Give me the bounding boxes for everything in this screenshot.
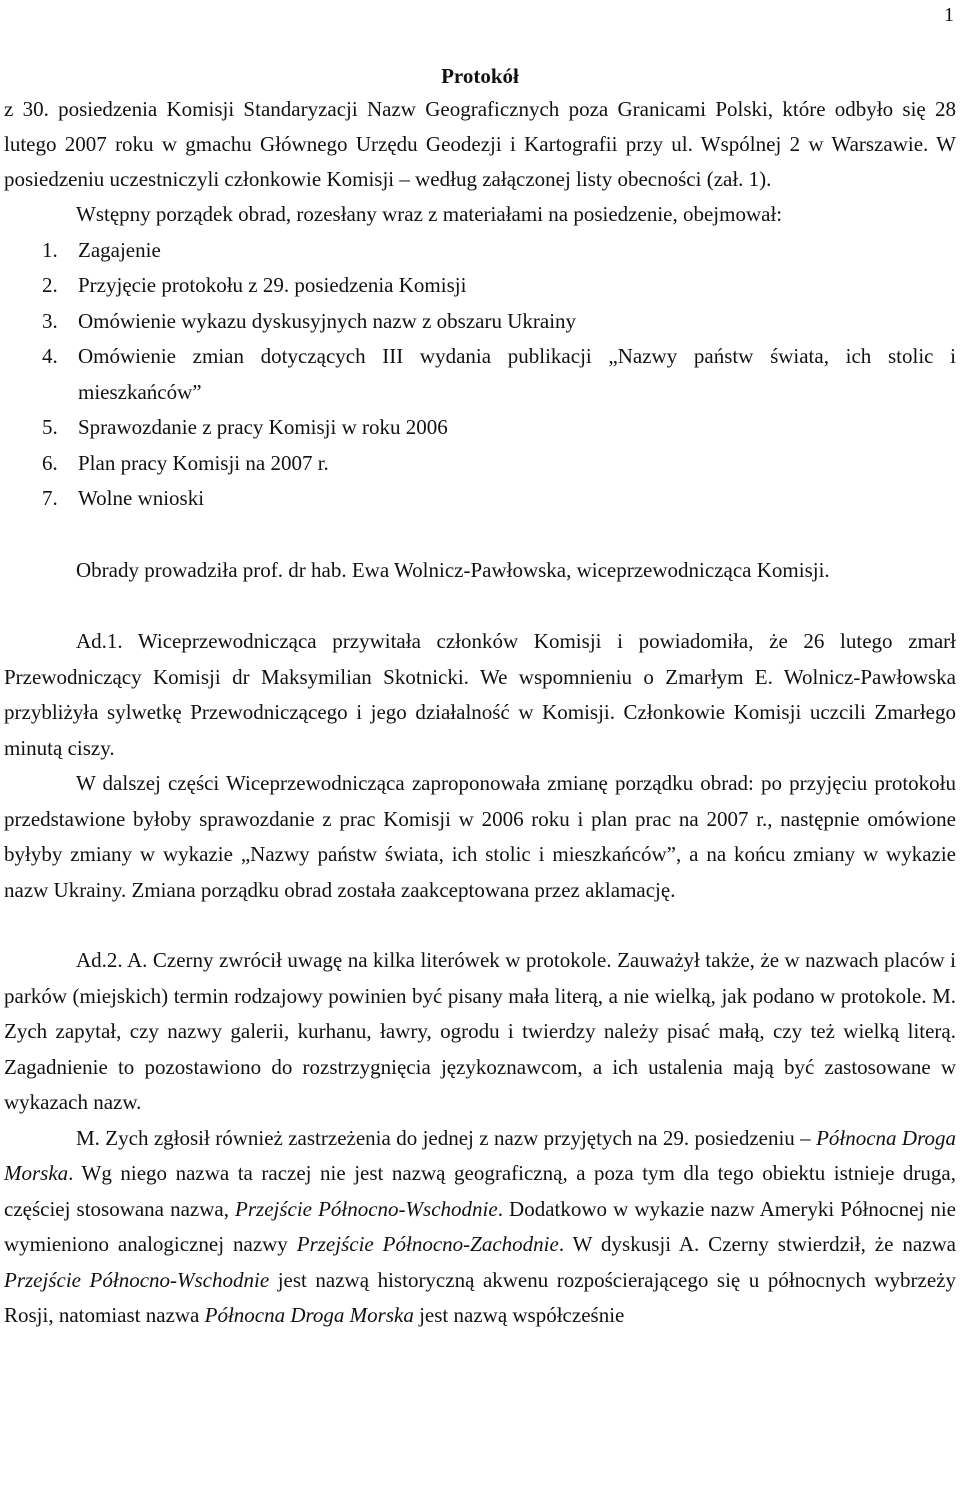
ad1-paragraph-2: W dalszej części Wiceprzewodnicząca zaproponowała zmianę porządku obrad: po przyjęciu protokołu przedstawione byłoby sprawozdanie z prac Komisji w 2006 roku i plan prac na 2007 r., następnie omówione byłyby zmiany w wykazie „Nazwy państw świata, ich stolic i mieszkańców”, a na końcu zmiany w wykazie nazw Ukrainy. Zmiana porządku obrad została zaakceptowana przez aklamację. — [4, 771, 956, 902]
intro-paragraph: z 30. posiedzenia Komisji Standaryzacji Nazw Geograficznych poza Granicami Polski, które odbyło się 28 lutego 2007 roku w gmachu Głównego Urzędu Geodezji i Kartografii przy ul. Wspólnej 2 w Warszawie. W posiedzeniu uczestniczyli członkowie Komisji – według załączonej listy obecności (zał. 1). — [4, 97, 956, 191]
ad1-paragraph-1: Ad.1. Wiceprzewodnicząca przywitała członków Komisji i powiadomiła, że 26 lutego zmarł Przewodniczący Komisji dr Maksymilian Skotnicki. We wspomnieniu o Zmarłym E. Wolnicz-Pawłowska przybliżyła sylwetkę Przewodniczącego i jego działalność w Komisji. Członkowie Komisji uczcili Zmarłego minutą ciszy. — [4, 629, 956, 760]
agenda-item: 2. Przyjęcie protokołu z 29. posiedzenia Komisji — [42, 273, 467, 297]
agenda-item: 6. Plan pracy Komisji na 2007 r. — [42, 450, 329, 475]
agenda-item: 7. Wolne wnioski — [42, 486, 205, 510]
agenda-item: 1. Zagajenie — [42, 237, 161, 262]
agenda-item: 4. Omówienie zmian dotyczących III wydania publikacji „Nazwy państw świata, ich stolic i mieszkańców” — [42, 344, 956, 404]
italic-place-name: Północna Droga Morska — [4, 1125, 956, 1185]
document-body — [4, 60, 956, 1334]
ad2-paragraph-1: Ad.2. A. Czerny zwrócił uwagę na kilka literówek w protokole. Zauważył także, że w nazwach placów i parków (miejskich) termin rodzajowy powinien być pisany mała literą, a nie wielką, jak podano w protokole. M. Zych zapytał, czy nazwy galerii, kurhanu, ławry, ogrodu i twierdzy należy pisać małą, czy też wielką literą. Zagadnienie to pozostawiono do rozstrzygnięcia językoznawcom, a ich ustalenia mają być zastosowane w wykazach nazw. — [4, 948, 956, 1114]
italic-place-name: Północna Droga Morska — [204, 1303, 414, 1327]
italic-place-name: Przejście Północno-Wschodnie — [4, 1267, 270, 1292]
ad2-paragraph-2: M. Zych zgłosił również zastrzeżenia do jednej z nazw przyjętych na 29. posiedzeniu – Północna Droga Morska. Wg niego nazwa ta raczej nie jest nazwą geograficzną, a poza tym dla tego obiektu istnieje druga, częściej stosowana nazwa, Przejście Północno-Wschodnie. Dodatkowo w wykazie nazw Ameryki Północnej nie wymieniono analogicznej nazwy Przejście Północno-Zachodnie. W dyskusji A. Czerny stwierdził, że nazwa Przejście Północno-Wschodnie jest nazwą historyczną akwenu rozpościerającego się u północnych wybrzeży Rosji, natomiast nazwa Północna Droga Morska jest nazwą współcześnie — [4, 1125, 957, 1327]
agenda-item: 5. Sprawozdanie z pracy Komisji w roku 2006 — [42, 415, 448, 439]
italic-place-name: Przejście Północno-Zachodnie — [296, 1232, 559, 1256]
chair-paragraph: Obrady prowadziła prof. dr hab. Ewa Wolnicz-Pawłowska, wiceprzewodnicząca Komisji. — [76, 557, 830, 582]
agenda-item: 3. Omówienie wykazu dyskusyjnych nazw z obszaru Ukrainy — [42, 308, 577, 333]
document-title: Protokół — [441, 64, 519, 88]
italic-place-name: Przejście Północno-Wschodnie — [235, 1196, 498, 1221]
agenda-list — [4, 233, 956, 517]
page-number: 1 — [944, 4, 954, 26]
agenda-intro: Wstępny porządek obrad, rozesłany wraz z materiałami na posiedzenie, obejmował: — [76, 202, 783, 226]
